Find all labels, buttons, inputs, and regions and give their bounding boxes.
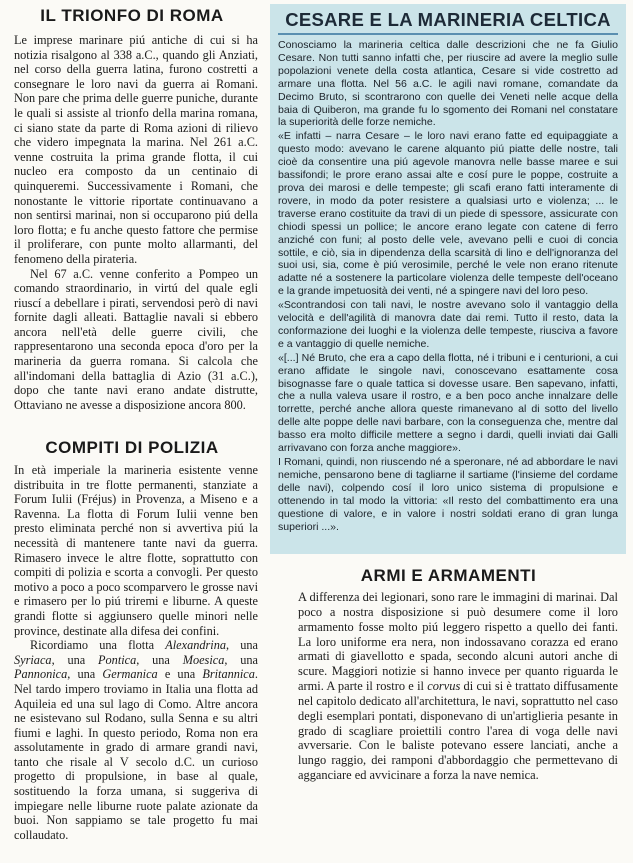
paragraph: Conosciamo la marineria celtica dalle descrizioni che ne fa Giulio Cesare. Non tutti sanno infatti che, per riuscire ad avere la meglio sulle popolazioni venete della costa atlantica, Cesare si vide costretto ad armare una flotta. Nel 56 a.C. le agili navi romane, comandate da Decimo Bruto, si scontrarono con quelle dei Veneti nelle acque della baia di Quiberon, ma grande fu lo sgomento dei Romani nel constatare la superiorità delle forze nemiche. (278, 39, 618, 129)
section-title-polizia: COMPITI DI POLIZIA (45, 438, 219, 457)
paragraph-fleets (14, 638, 258, 842)
text-run: , una (51, 652, 99, 667)
text-run: , una (224, 652, 259, 667)
fleet-name: Syriaca (14, 652, 52, 667)
quote-paragraph: «Scontrandosi con tali navi, le nostre avevano solo il vantaggio della velocità e dell'agilità di manovra date dai remi. Tutto il resto, data la conformazione dei luoghi e la violenza delle tempeste, riusciva a favore e a vantaggio di quelle nemiche. (278, 299, 618, 350)
armi-body (298, 590, 618, 783)
polizia-body (14, 463, 258, 842)
paragraph (298, 590, 618, 783)
fleet-name: Pannonica (14, 667, 68, 682)
trionfo-body (14, 33, 258, 412)
fleet-name: Britannica (202, 667, 255, 682)
box-title: CESARE E LA MARINERIA CELTICA (278, 4, 618, 35)
fleet-name: Alexandrina (165, 638, 227, 653)
paragraph: Le imprese marinare piú antiche di cui si ha notizia risalgono al 338 a.C., quando gli Anziati, nel corso della guerra latina, furono costretti a consegnare le loro navi da guerra ai Romani. Non pare che prima delle guerre puniche, durante le quali si assiste al trionfo della marina romana, ci siano state da parte di Roma azioni di rilievo che videro impegnata la marina. Nel 261 a.C. venne costruita la prima grande flotta, il cui nucleo era composto da un centinaio di quinqueremi. Successivamente i Romani, che nonostante le vittorie riportate continuavano a non sentirsi marinai, non si occuparono piú della loro flotta; e fu anche questo fattore che permise il proliferare, con punte molto allarmanti, del fenomeno della pirateria. (14, 33, 258, 266)
text-run: Ricordiamo una flotta (30, 638, 166, 653)
text-run: , una (226, 638, 258, 653)
text-run: e una (157, 667, 203, 682)
paragraph: Nel 67 a.C. venne conferito a Pompeo un comando straordinario, in virtú del quale egli riuscí a debellare i pirati, servendosi però di navi fornite dagli alleati. Battaglie navali si ebbero ancora nell'età delle guerre civili, che rappresentarono una seconda epoca d'oro per la marineria da guerra romana. Si calcola che all'indomani della battaglia di Azio (31 a.C.), dopo che tante navi erano andate distrutte, Ottaviano ne avesse a disposizione ancora 800. (14, 266, 258, 412)
term-corvus: corvus (427, 679, 461, 694)
box-body (278, 39, 618, 533)
text-run: . Nel tardo impero troviamo in Italia una flotta ad Aquileia ed una sul lago di Como. Altre ancora ne esistevano sul Rodano, sulla Senna e su altri fiumi e laghi. In questo periodo, Roma non era assolutamente in grado di armare grandi navi, tanto che risale al V secolo d.C. un curioso progetto di propulsione, in base al quale, sostituendo la forza umana, si suggeriva di impiegare nelle liburne ruote palate azionate da buoi. Non sappiamo se tale progetto fu mai collaudato. (14, 667, 258, 842)
fleet-name: Moesica (182, 652, 225, 667)
paragraph: In età imperiale la marineria esistente venne distribuita in tre flotte permanenti, stanziate a Forum Iulii (Fréjus) in Provenza, a Miseno e a Ravenna. La flotta di Forum Iulii venne ben presto eliminata perché non si avvertiva piú la necessità di mantenere tante navi da guerra. Rimasero invece le altre flotte, soprattutto con compiti di polizia e scorta a convogli. Per questo motivo a poco a poco scomparvero le grosse navi e rimasero per lo piú triremi e liburne. A queste grandi flotte si aggiunsero quelle minori nelle province, destinate alla difesa dei confini. (14, 463, 258, 638)
section-title-trionfo: IL TRIONFO DI ROMA (40, 6, 224, 25)
paragraph: I Romani, quindi, non riuscendo né a speronare, né ad abbordare le navi nemiche, pensarono bene di tagliarne il sartiame (l'insieme del cordame delle navi), colpendo cosí il loro unico sistema di propulsione e ottenendo in tal modo la vittoria: «Il resto del combattimento era una questione di valore, e in valore i nostri soldati erano di gran lunga superiori ...». (278, 456, 618, 533)
fleet-name: Germanica (102, 667, 158, 682)
text-run: , una (136, 652, 183, 667)
text-run: , una (67, 667, 103, 682)
section-title-armi: ARMI E ARMAMENTI (360, 566, 537, 585)
text-run: di cui si è trattato diffusamente nel capitolo dedicato all'architettura, le navi, soprattutto nel caso degli esemplari pontati, disponevano di un'artiglieria pesante in grado di scagliare proiettili contro l'area di voga delle navi avversarie. Con le baliste potevano essere lanciati, anche a lungo raggio, dei ramponi d'abbordaggio che permettevano di agganciare ed avvicinare a forza la nave nemica. (298, 679, 618, 783)
fleet-name: Pontica (98, 652, 137, 667)
quote-paragraph: «E infatti – narra Cesare – le loro navi erano fatte ed equipaggiate a questo modo: avevano le carene alquanto piú piatte delle nostre, tali cioè da consentire una piú agevole manovra nelle basse maree e sui bassifondi; le prore erano assai alte e cosí pure le poppe, costruite a prova dei marosi e delle tempeste; gli scafi erano fatti interamente di rovere, in modo da poter resistere a qualsiasi urto e violenza; ... le traverse erano costituite da travi di un piede di spessore, assicurate con chiodi spessi un pollice; le ancore erano legate con catene di ferro anziché con funi; al posto delle vele, avevano pelli e cuoi di concia sottile, e ciò, sia in dipendenza della scarsità di lino e dell'ignoranza del suoi usi, sia, come è piú verosimile, perché le vele non erano ritenute adatte né a sostenere la particolare violenza delle tempeste dell'oceano e la grande impetuosità dei venti, né a spingere navi del loro peso. (278, 130, 618, 298)
sidebar-box-cesare (270, 4, 626, 554)
quote-paragraph: «[...] Né Bruto, che era a capo della flotta, né i tribuni e i centurioni, a cui erano affidate le singole navi, conoscevano esattamente cosa bisognasse fare o quale tattica si dovesse usare. Ben sapevano, infatti, che a nulla valeva usare il rostro, e a ben poco anche innalzare delle torrette, perché anche allora queste rimanevano al di sotto del livello delle alte poppe delle navi barbare, con la conseguenza che, mentre dal basso era molto difficile mettere a segno i dardi, quelli inviati dai Galli arrivavano con forza anche maggiore». (278, 351, 618, 455)
text-run: A differenza dei legionari, sono rare le immagini di marinai. Dal poco a nostra disposizione si può desumere come il loro armamento fosse molto piú leggero rispetto a quello dei fanti. La loro uniforme era nera, non indossavano corazza ed erano armati di giavellotto e spada, secondo alcuni autori anche di scure. Maggiori notizie si hanno invece per quanto riguarda le armi. A parte il rostro e il (298, 590, 618, 694)
